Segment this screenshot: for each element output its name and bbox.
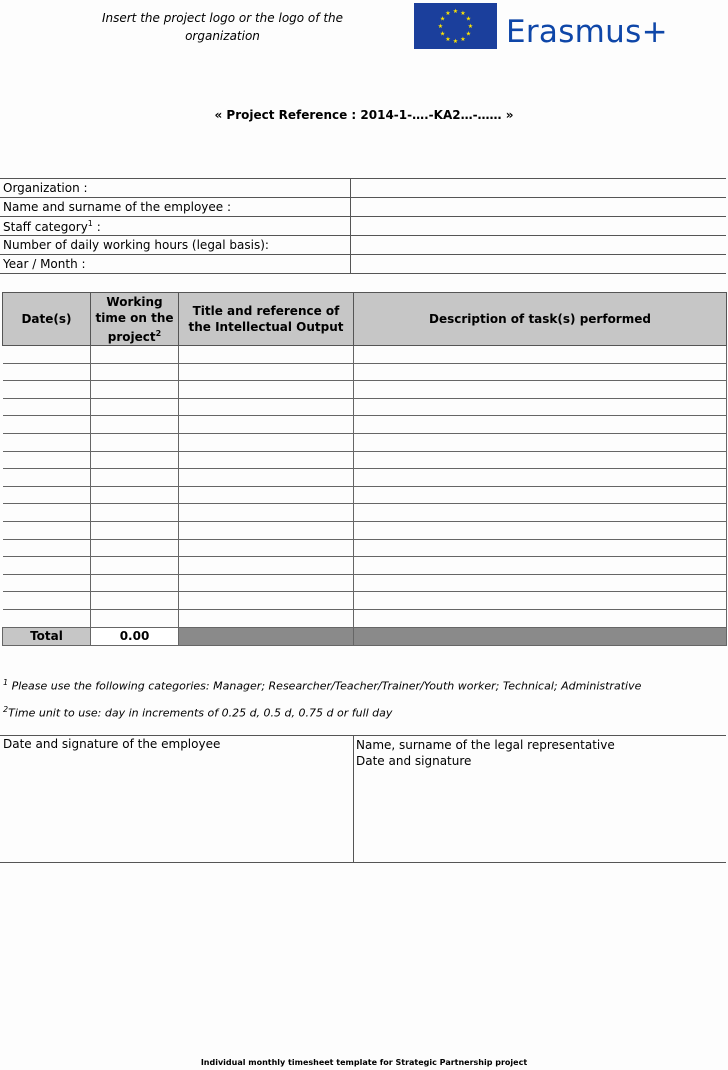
timesheet-cell[interactable] xyxy=(354,451,727,469)
legal-rep-label: Name, surname of the legal representative xyxy=(356,738,615,752)
footnote-marker: 2 xyxy=(3,705,9,714)
info-label: Name and surname of the employee : xyxy=(0,198,351,217)
eu-star-icon: ★ xyxy=(439,15,446,23)
timesheet-cell[interactable] xyxy=(3,539,91,557)
info-value-field[interactable] xyxy=(351,236,727,255)
info-row-daily-hours xyxy=(0,236,726,255)
timesheet-cell[interactable] xyxy=(179,521,354,539)
eu-star-icon: ★ xyxy=(439,30,446,38)
header-title-reference: Title and reference of the Intellectual Output xyxy=(179,293,354,346)
header-working-time-label: Working time on the project xyxy=(95,294,174,344)
eu-star-icon: ★ xyxy=(465,30,472,38)
eu-star-icon: ★ xyxy=(467,23,474,30)
timesheet-cell[interactable] xyxy=(91,469,179,487)
timesheet-cell[interactable] xyxy=(91,451,179,469)
header-dates: Date(s) xyxy=(3,293,91,346)
timesheet-entry-row xyxy=(3,557,727,575)
timesheet-cell[interactable] xyxy=(354,521,727,539)
staff-category-label: Staff category xyxy=(3,219,88,234)
eu-star-icon: ★ xyxy=(452,38,459,45)
timesheet-cell[interactable] xyxy=(354,486,727,504)
timesheet-cell[interactable] xyxy=(3,592,91,610)
timesheet-cell[interactable] xyxy=(179,451,354,469)
timesheet-cell[interactable] xyxy=(179,504,354,522)
info-label: Number of daily working hours (legal basis): xyxy=(0,236,351,255)
eu-star-icon: ★ xyxy=(452,8,459,15)
timesheet-cell[interactable] xyxy=(3,557,91,575)
timesheet-cell[interactable] xyxy=(354,346,727,364)
timesheet-cell[interactable] xyxy=(3,521,91,539)
timesheet-cell[interactable] xyxy=(91,398,179,416)
info-label xyxy=(0,217,351,236)
footnote-ref: 1 xyxy=(87,218,93,228)
info-value-field[interactable] xyxy=(351,198,727,217)
timesheet-cell[interactable] xyxy=(91,381,179,399)
timesheet-entry-row xyxy=(3,609,727,627)
timesheet-cell[interactable] xyxy=(91,416,179,434)
timesheet-entry-row xyxy=(3,451,727,469)
footnote-marker: 1 xyxy=(3,678,9,687)
timesheet-cell[interactable] xyxy=(91,609,179,627)
signature-section xyxy=(0,735,726,863)
erasmus-plus-logo: Erasmus+ xyxy=(506,14,668,50)
timesheet-cell[interactable] xyxy=(179,346,354,364)
timesheet-cell[interactable] xyxy=(354,381,727,399)
label-suffix: : xyxy=(92,219,101,234)
page-footer: Individual monthly timesheet template for Strategic Partnership project xyxy=(200,1058,528,1067)
timesheet-cell[interactable] xyxy=(91,346,179,364)
footnote-text: Please use the following categories: Manager; Researcher/Teacher/Trainer/Youth worker; Technical; Administrative xyxy=(11,679,642,693)
timesheet-cell[interactable] xyxy=(179,363,354,381)
timesheet-cell[interactable] xyxy=(354,416,727,434)
timesheet-entry-row xyxy=(3,469,727,487)
footnote-1 xyxy=(3,678,641,693)
timesheet-cell[interactable] xyxy=(3,398,91,416)
signature-divider xyxy=(353,736,354,862)
timesheet-cell[interactable] xyxy=(3,451,91,469)
total-label: Total xyxy=(3,627,91,645)
footnote-2 xyxy=(3,705,392,720)
footnote-ref: 2 xyxy=(155,328,162,338)
timesheet-cell[interactable] xyxy=(354,592,727,610)
header-description: Description of task(s) performed xyxy=(354,293,727,346)
info-value-field[interactable] xyxy=(351,179,727,198)
timesheet-entry-row xyxy=(3,539,727,557)
timesheet-cell[interactable] xyxy=(179,381,354,399)
timesheet-entry-row xyxy=(3,574,727,592)
timesheet-cell[interactable] xyxy=(3,486,91,504)
timesheet-cell[interactable] xyxy=(179,539,354,557)
timesheet-cell[interactable] xyxy=(3,469,91,487)
project-reference: « Project Reference : 2014-1-….-KA2…-…… » xyxy=(214,108,514,122)
timesheet-cell[interactable] xyxy=(354,398,727,416)
timesheet-entry-row xyxy=(3,363,727,381)
timesheet-cell[interactable] xyxy=(91,433,179,451)
timesheet-entry-row xyxy=(3,381,727,399)
timesheet-entry-row xyxy=(3,416,727,434)
timesheet-cell[interactable] xyxy=(354,539,727,557)
timesheet-cell[interactable] xyxy=(354,609,727,627)
timesheet-cell[interactable] xyxy=(179,486,354,504)
timesheet-entry-row xyxy=(3,504,727,522)
employee-info-table xyxy=(0,178,726,274)
logo-note-line-2: organization xyxy=(185,29,260,43)
timesheet-header-row xyxy=(3,293,727,346)
timesheet-cell[interactable] xyxy=(3,504,91,522)
timesheet-cell[interactable] xyxy=(91,486,179,504)
timesheet-cell[interactable] xyxy=(3,609,91,627)
info-value-field[interactable] xyxy=(351,217,727,236)
timesheet-cell[interactable] xyxy=(179,609,354,627)
timesheet-cell[interactable] xyxy=(354,433,727,451)
header-working-time xyxy=(91,293,179,346)
timesheet-cell[interactable] xyxy=(354,469,727,487)
timesheet-cell[interactable] xyxy=(354,574,727,592)
timesheet-cell[interactable] xyxy=(179,592,354,610)
logo-note-line-1: Insert the project logo or the logo of the xyxy=(101,11,344,25)
timesheet-cell[interactable] xyxy=(3,433,91,451)
timesheet-cell[interactable] xyxy=(3,574,91,592)
legal-representative-box[interactable] xyxy=(356,737,615,769)
timesheet-entry-row xyxy=(3,346,727,364)
timesheet-cell[interactable] xyxy=(91,592,179,610)
footnote-text: Time unit to use: day in increments of 0.25 d, 0.5 d, 0.75 d or full day xyxy=(8,706,393,720)
timesheet-cell[interactable] xyxy=(91,539,179,557)
timesheet-table xyxy=(2,292,727,646)
eu-star-icon: ★ xyxy=(437,23,444,30)
info-label: Year / Month : xyxy=(0,255,351,274)
info-row-organization xyxy=(0,179,726,198)
total-filler xyxy=(354,627,727,645)
timesheet-cell[interactable] xyxy=(91,521,179,539)
eu-flag-icon xyxy=(414,3,497,49)
info-row-staff-category xyxy=(0,217,726,236)
timesheet-cell[interactable] xyxy=(179,574,354,592)
timesheet-cell[interactable] xyxy=(3,381,91,399)
timesheet-cell[interactable] xyxy=(354,504,727,522)
info-value-field[interactable] xyxy=(351,255,727,274)
info-row-year-month xyxy=(0,255,726,274)
timesheet-entry-row xyxy=(3,433,727,451)
timesheet-entry-row xyxy=(3,521,727,539)
eu-star-icon: ★ xyxy=(460,35,466,43)
timesheet-cell[interactable] xyxy=(354,363,727,381)
timesheet-cell[interactable] xyxy=(3,416,91,434)
timesheet-cell[interactable] xyxy=(91,557,179,575)
timesheet-cell[interactable] xyxy=(179,433,354,451)
total-filler xyxy=(179,627,354,645)
timesheet-cell[interactable] xyxy=(3,363,91,381)
timesheet-cell[interactable] xyxy=(91,504,179,522)
employee-signature-box[interactable]: Date and signature of the employee xyxy=(3,737,221,751)
eu-star-icon: ★ xyxy=(465,15,472,23)
eu-star-icon: ★ xyxy=(460,10,466,18)
timesheet-cell[interactable] xyxy=(179,469,354,487)
timesheet-cell[interactable] xyxy=(179,416,354,434)
info-label: Organization : xyxy=(0,179,351,198)
eu-star-icon: ★ xyxy=(445,35,451,43)
eu-star-icon: ★ xyxy=(445,10,451,18)
timesheet-cell[interactable] xyxy=(91,574,179,592)
total-value: 0.00 xyxy=(91,627,179,645)
info-row-employee-name xyxy=(0,198,726,217)
timesheet-entry-row xyxy=(3,398,727,416)
timesheet-entry-row xyxy=(3,592,727,610)
timesheet-entry-row xyxy=(3,486,727,504)
logo-placeholder-note xyxy=(100,9,345,45)
timesheet-cell[interactable] xyxy=(179,557,354,575)
timesheet-cell[interactable] xyxy=(179,398,354,416)
timesheet-cell[interactable] xyxy=(3,346,91,364)
timesheet-cell[interactable] xyxy=(354,557,727,575)
total-row xyxy=(3,627,727,645)
timesheet-cell[interactable] xyxy=(91,363,179,381)
legal-rep-date-label: Date and signature xyxy=(356,754,472,768)
